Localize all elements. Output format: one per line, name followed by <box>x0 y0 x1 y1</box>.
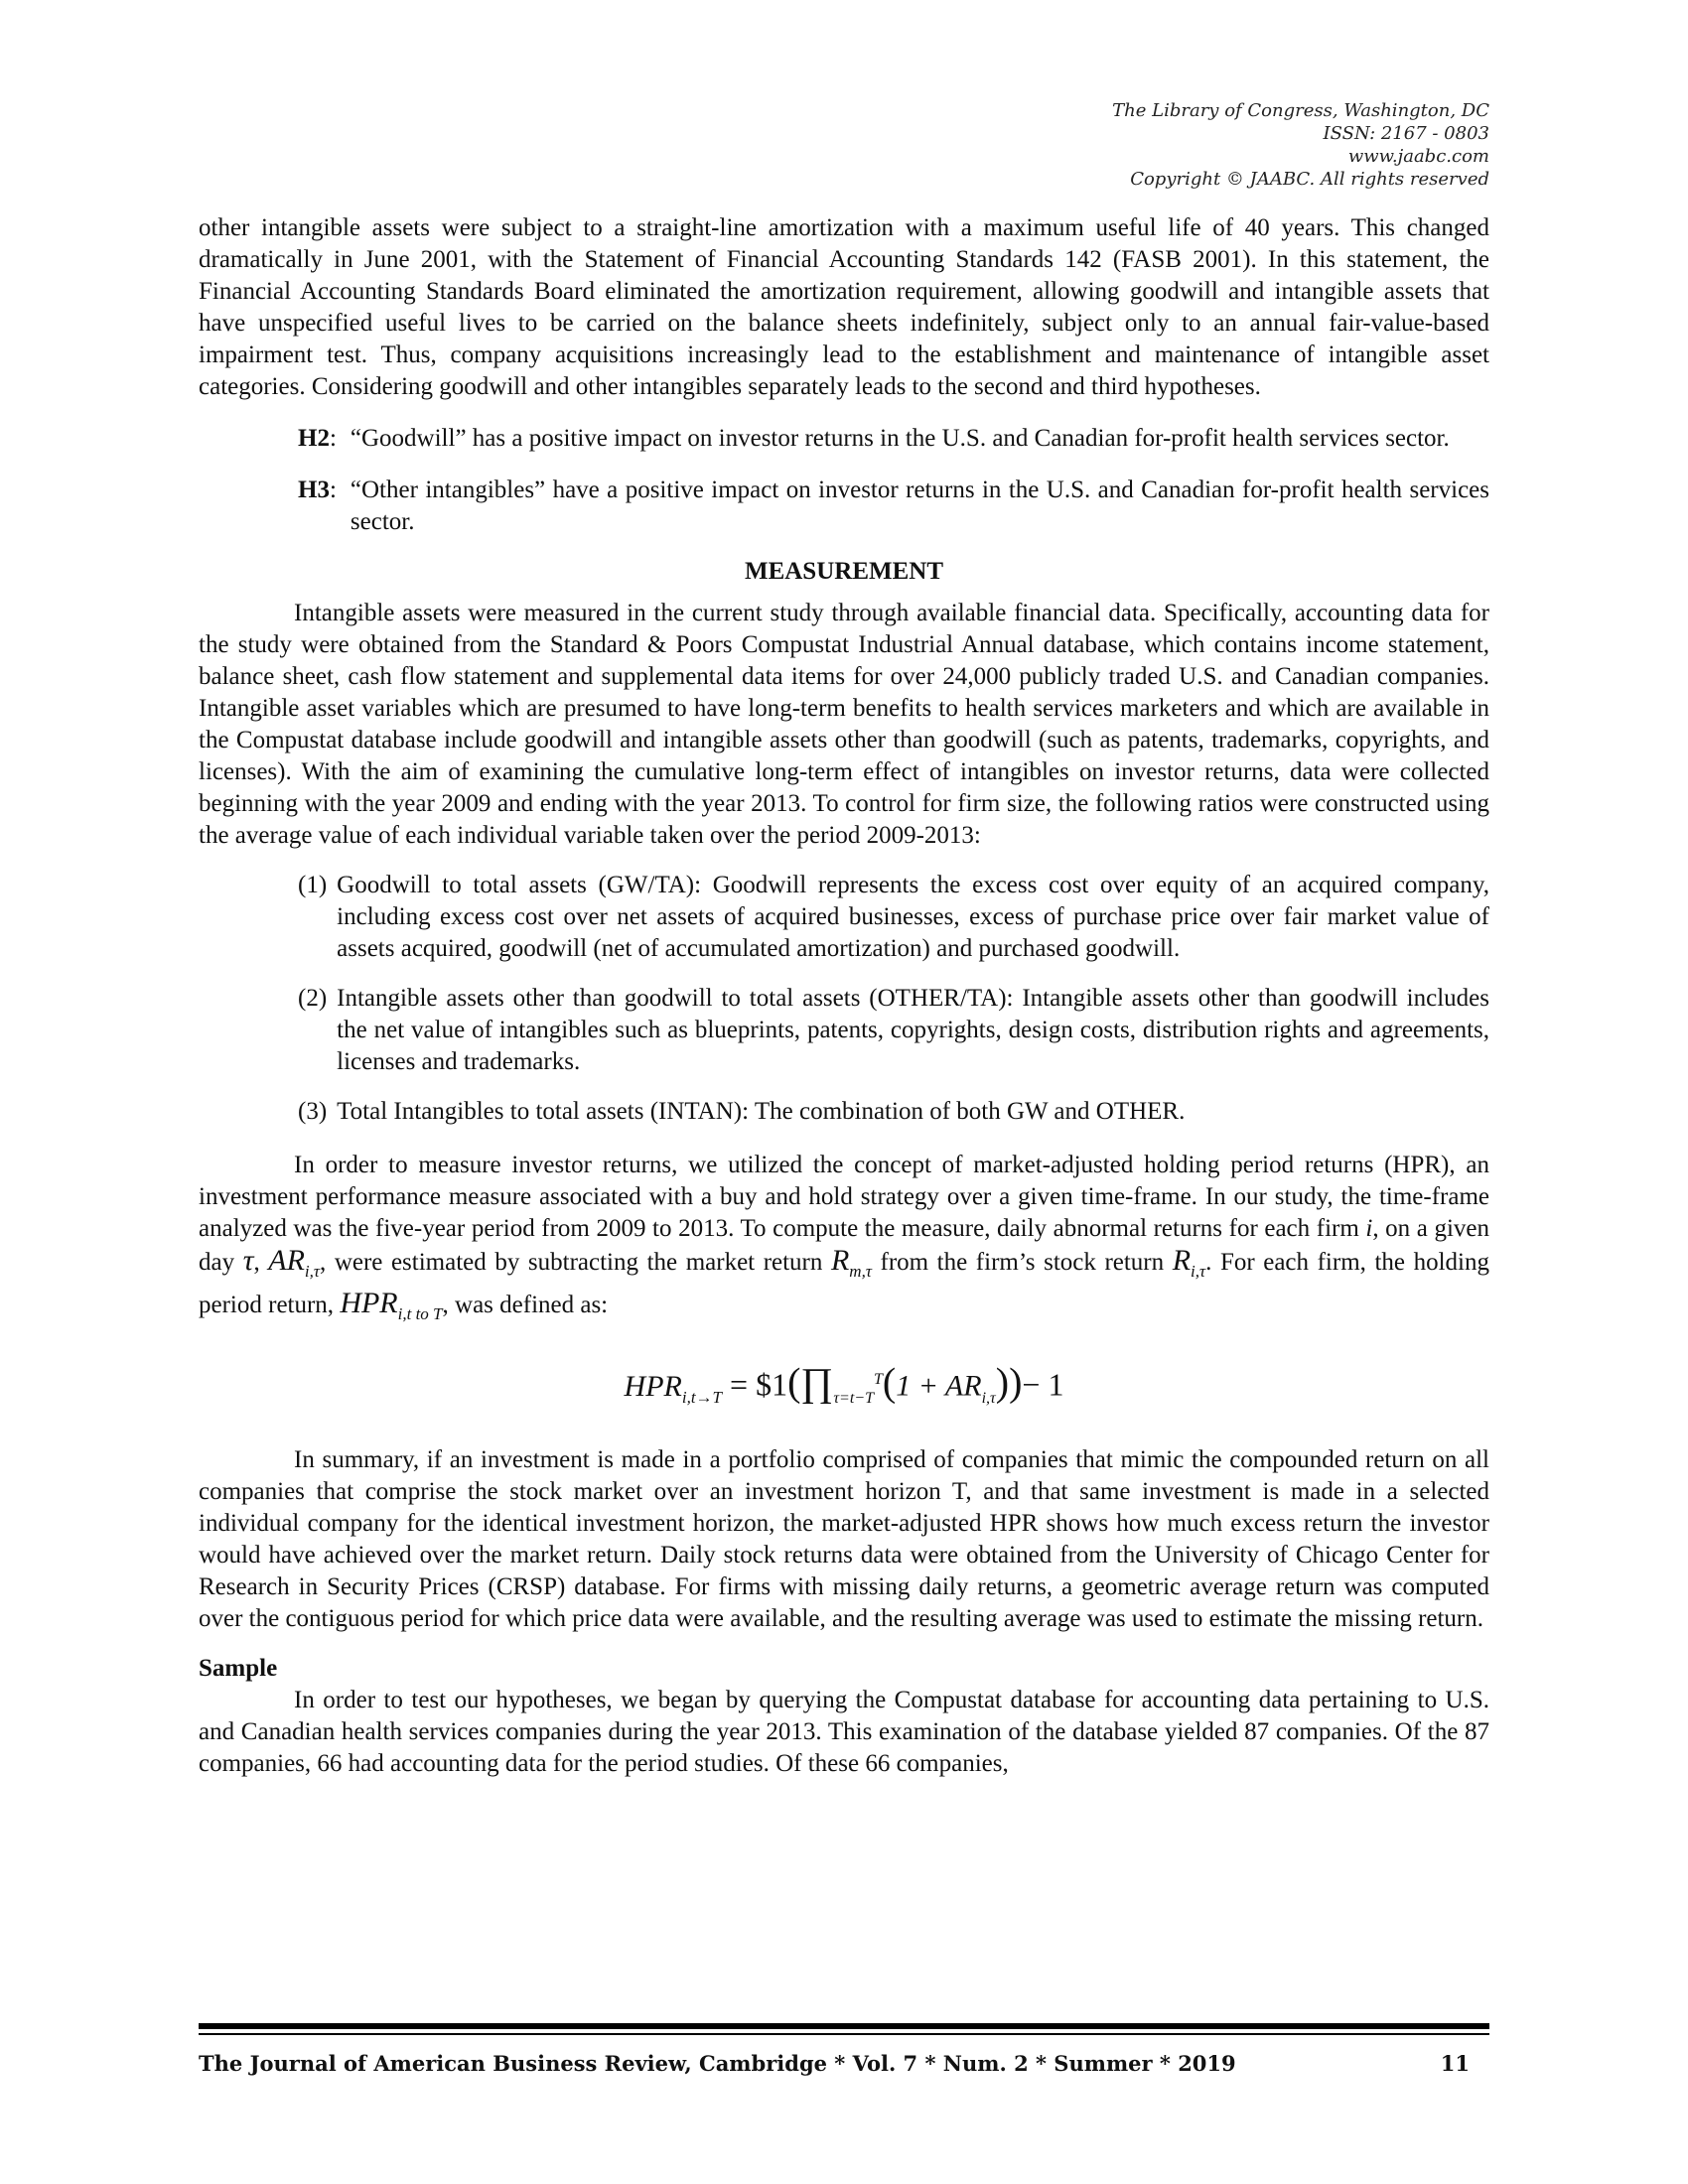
hypothesis-label: H2 <box>298 425 330 452</box>
ratio-item-1 <box>298 870 1489 965</box>
header-issn: ISSN: 2167 - 0803 <box>1323 123 1489 144</box>
article-body <box>199 212 1489 1780</box>
tau-symbol: τ <box>242 1244 254 1277</box>
header-copyright: Copyright © JAABC. All rights reserved <box>1130 169 1489 190</box>
hypothesis-text: “Goodwill” has a positive impact on investor returns in the U.S. and Canadian for-profit health services sector. <box>350 425 1450 452</box>
page-number: 11 <box>1440 2051 1470 2076</box>
page-header <box>1112 99 1489 191</box>
hypothesis-h2: H2 : “Goodwill” has a positive impact on investor returns in the U.S. and Canadian for-profit health services sector. <box>298 423 1489 455</box>
footer-rule-thick <box>199 2023 1489 2029</box>
ratio-item-2 <box>298 983 1489 1078</box>
hypothesis-h3: H3 : “Other intangibles” have a positive impact on investor returns in the U.S. and Canadian for-profit health services sector. <box>298 475 1489 538</box>
hpr-formula: $HPR_{i,t\to T}$ = $\$1(\prod_{\tau=t-T}^T(1 + AR_{i,\tau}))- 1$ <box>624 1359 1064 1408</box>
summary-paragraph: In summary, if an investment is made in a portfolio comprised of companies that mimic the compounded return on all companies that comprise the stock market over an investment horizon T, and that same investment is made in a selected individual company for the identical investment horizon, the market-adjusted HPR shows how much excess return the investor would have achieved over the market return. Daily stock returns data were obtained from the University of Chicago Center for Research in Security Prices (CRSP) database. For firms with missing daily returns, a geometric average return was computed over the contiguous period for which price data were available, and the resulting average was used to estimate the missing return. <box>199 1446 1489 1633</box>
footer-rule-thin <box>199 2033 1489 2035</box>
sample-paragraph: In order to test our hypotheses, we began by querying the Compustat database for accounting data pertaining to U.S. and Canadian health services companies during the year 2013. This examination of the database yielded 87 companies. Of the 87 companies, 66 had accounting data for the period studies. Of these 66 companies, <box>199 1687 1489 1778</box>
ratio-number: (3) <box>298 1098 328 1125</box>
ratio-number: (2) <box>298 985 328 1012</box>
header-library: The Library of Congress, Washington, DC <box>1112 100 1489 121</box>
hypothesis-text: “Other intangibles” have a positive impact on investor returns in the U.S. and Canadian for-profit health services sector. <box>350 477 1489 535</box>
ratio-number: (1) <box>298 872 328 898</box>
header-website: www.jaabc.com <box>1347 146 1489 167</box>
abnormal-return-symbol: $AR_{i,\tau}$ <box>268 1244 320 1281</box>
ratio-text: Intangible assets other than goodwill to total assets (OTHER/TA): Intangible assets other than goodwill includes the net value of intangibles such as blueprints, patents, copyrights, design costs, distribution rights and agreements, licenses and trademarks. <box>337 985 1489 1075</box>
ratio-item-3 <box>298 1096 1489 1128</box>
intro-paragraph: other intangible assets were subject to a straight-line amortization with a maximum useful life of 40 years. This changed dramatically in June 2001, with the Statement of Financial Accounting Standards 142 (FASB 2001). In this statement, the Financial Accounting Standards Board eliminated the amortization requirement, allowing goodwill and intangible assets that have unspecified useful lives to be carried on the balance sheets indefinitely, subject only to an annual fair-value-based impairment test. Thus, company acquisitions increasingly lead to the establishment and maintenance of intangible asset categories. Considering goodwill and other intangibles separately leads to the second and third hypotheses. <box>199 214 1489 400</box>
measurement-paragraph: Intangible assets were measured in the current study through available financial data. Specifically, accounting data for the study were obtained from the Standard & Poors Compustat Industrial Annual database, which contains income statement, balance sheet, cash flow statement and supplemental data items for over 24,000 publicly traded U.S. and Canadian companies. Intangible asset variables which are presumed to have long-term benefits to health services marketers and which are available in the Compustat database include goodwill and intangible assets other than goodwill (such as patents, trademarks, copyrights, and licenses). With the aim of examining the cumulative long-term effect of intangibles on investor returns, data were collected beginning with the year 2009 and ending with the year 2013. To control for firm size, the following ratios were constructed using the average value of each individual variable taken over the period 2009-2013: <box>199 600 1489 849</box>
market-return-symbol: $R_{m,\tau}$ <box>830 1244 872 1281</box>
stock-return-symbol: $R_{i,\tau}$ <box>1172 1244 1206 1281</box>
subheading-sample: Sample <box>199 1655 278 1683</box>
footer-journal: The Journal of American Business Review, Cambridge * Vol. 7 * Num. 2 * Summer * 2019 <box>199 2051 1236 2076</box>
section-heading-measurement: MEASUREMENT <box>744 558 943 585</box>
page-footer <box>199 2051 1489 2076</box>
hpr-symbol: $HPR_{i,t to T}$ <box>340 1287 443 1323</box>
hypothesis-label: H3 <box>298 477 330 503</box>
ratio-text: Goodwill to total assets (GW/TA): Goodwill represents the excess cost over equity of an acquired company, including excess cost over net assets of acquired businesses, excess of purchase price over fair market value of assets acquired, goodwill (net of accumulated amortization) and purchased goodwill. <box>337 872 1489 962</box>
ratio-text: Total Intangibles to total assets (INTAN): The combination of both GW and OTHER. <box>337 1098 1186 1125</box>
hpr-paragraph: In order to measure investor returns, we utilized the concept of market-adjusted holding period returns (HPR), an investment performance measure associated with a buy and hold strategy over a given time-frame. In our study, the time-frame analyzed was the five-year period from 2009 to 2013. To compute the measure, daily abnormal returns for each firm i, on a given day τ, $AR_{i,\tau}$, were estimated by subtracting the market return $R_{m,\tau}$ from the firm’s stock return $R_{i,\tau}$. For each firm, the holding period return, $HPR_{i,t to T}$, was defined as: <box>199 1152 1490 1323</box>
